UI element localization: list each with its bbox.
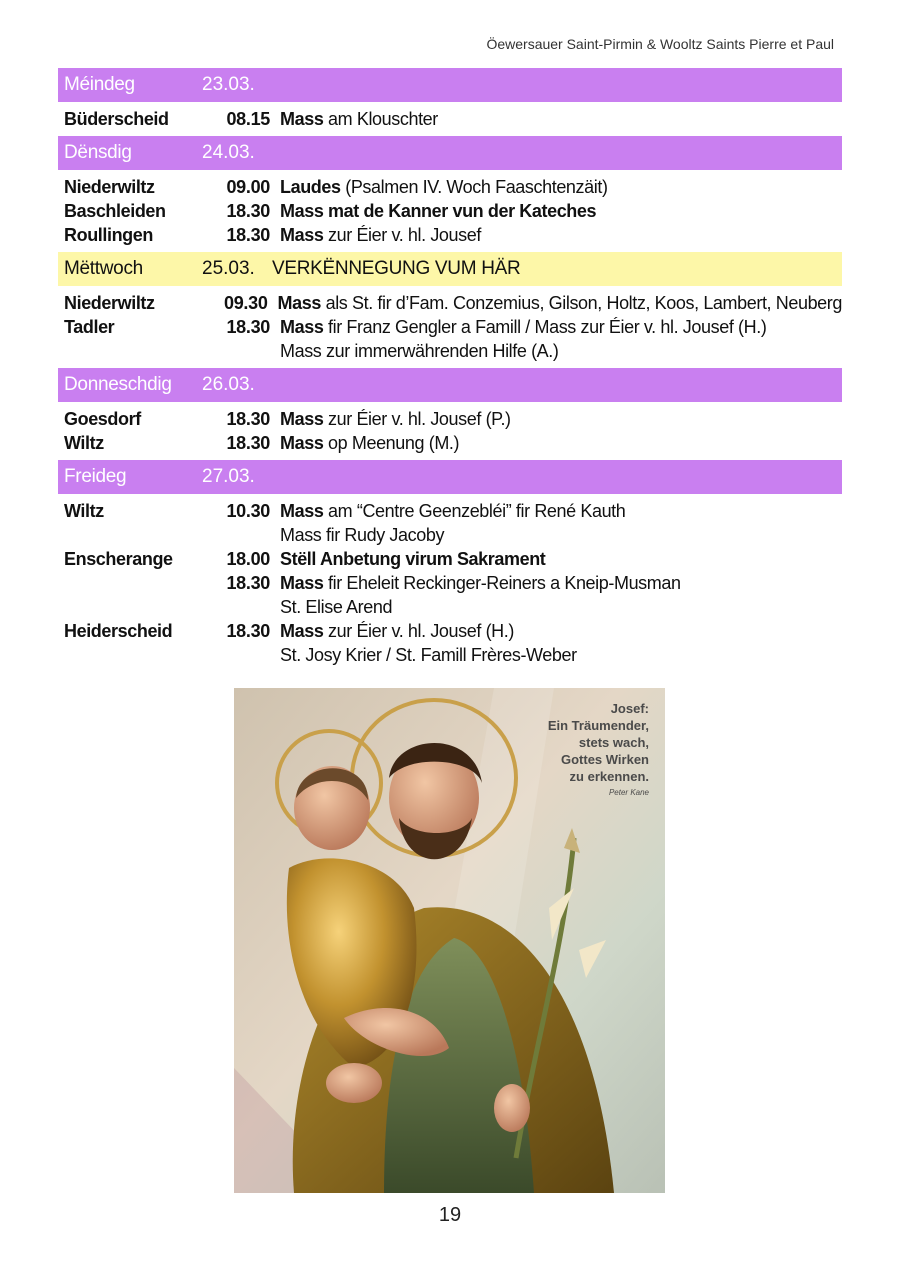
- time: 18.30: [226, 433, 270, 453]
- day-header: [58, 368, 842, 402]
- running-header: Öewersauer Saint-Pirmin & Wooltz Saints Pierre et Paul: [486, 36, 834, 52]
- place: Wiltz: [64, 501, 104, 521]
- description-text: am Klouschter: [323, 109, 438, 129]
- day-date: 27.03.: [202, 466, 255, 487]
- caption-line: stets wach,: [578, 735, 649, 750]
- description: [280, 547, 842, 571]
- description-bold: Mass: [280, 501, 324, 521]
- schedule-row: [58, 199, 842, 223]
- description-text: Mass fir Rudy Jacoby: [280, 525, 445, 545]
- description-bold: Mass: [280, 317, 324, 337]
- description-bold: Stëll Anbetung virum Sakrament: [280, 549, 546, 569]
- time: 08.15: [226, 109, 270, 129]
- description-bold: Mass: [280, 621, 324, 641]
- description-text: St. Josy Krier / St. Famill Frères-Weber: [280, 645, 577, 665]
- description: [280, 523, 842, 547]
- day-entries: [58, 494, 842, 672]
- day-header-feast: [58, 252, 842, 286]
- description: [280, 571, 842, 595]
- day-entries: [58, 402, 842, 460]
- place: Büderscheid: [64, 109, 169, 129]
- caption-author: Peter Kane: [608, 788, 649, 797]
- day-header: [58, 68, 842, 102]
- place: Goesdorf: [64, 409, 141, 429]
- time: 18.30: [226, 225, 270, 245]
- time: 18.00: [226, 549, 270, 569]
- place: Niederwiltz: [64, 293, 155, 313]
- description-bold: Mass: [277, 293, 321, 313]
- description: [280, 595, 842, 619]
- place: Wiltz: [64, 433, 104, 453]
- caption-line: zu erkennen.: [569, 769, 649, 784]
- place: Heiderscheid: [64, 621, 173, 641]
- feast-title: VERKËNNEGUNG VUM HÄR: [272, 258, 521, 279]
- day-entries: [58, 286, 842, 368]
- schedule-row: [58, 523, 842, 547]
- day-entries: [58, 102, 842, 136]
- description-text: zur Éier v. hl. Jousef: [323, 225, 481, 245]
- description: [280, 619, 842, 643]
- schedule-row: [58, 175, 842, 199]
- time: 18.30: [226, 573, 270, 593]
- schedule-row: [58, 595, 842, 619]
- description-bold: Mass mat de Kanner vun der Kateches: [280, 201, 597, 221]
- schedule-row: [58, 431, 842, 455]
- day-name: Mëttwoch: [64, 258, 143, 279]
- description-text: zur Éier v. hl. Jousef (H.): [323, 621, 514, 641]
- description-text: (Psalmen IV. Woch Faaschtenzäit): [340, 177, 608, 197]
- description-text: Mass zur immerwährenden Hilfe (A.): [280, 341, 559, 361]
- description-text: zur Éier v. hl. Jousef (P.): [323, 409, 511, 429]
- description-text: fir Franz Gengler a Famill / Mass zur Éier v. hl. Jousef (H.): [323, 317, 767, 337]
- description: [278, 291, 842, 315]
- day-header: [58, 136, 842, 170]
- description-text: am “Centre Geenzebléi” fir René Kauth: [323, 501, 626, 521]
- caption-line: Josef:: [610, 701, 649, 716]
- schedule-row: [58, 547, 842, 571]
- day-date: 26.03.: [202, 374, 255, 395]
- description-bold: Laudes: [280, 177, 341, 197]
- place: Enscherange: [64, 549, 173, 569]
- schedule-row: [58, 315, 842, 339]
- schedule-row: [58, 107, 842, 131]
- description: [280, 643, 842, 667]
- day-date: 24.03.: [202, 142, 255, 163]
- description: [280, 407, 842, 431]
- description-text: op Meenung (M.): [323, 433, 460, 453]
- description: [280, 107, 842, 131]
- description-bold: Mass: [280, 409, 324, 429]
- schedule-row: [58, 223, 842, 247]
- description: [280, 339, 842, 363]
- description: [280, 175, 842, 199]
- caption-line: Ein Träumender,: [547, 718, 649, 733]
- schedule-row: [58, 407, 842, 431]
- time: 18.30: [226, 201, 270, 221]
- schedule-row: [58, 339, 842, 363]
- time: 09.30: [224, 293, 268, 313]
- time: 18.30: [226, 621, 270, 641]
- description: [280, 315, 842, 339]
- place: Niederwiltz: [64, 177, 155, 197]
- description: [280, 199, 842, 223]
- day-date: 25.03.: [202, 258, 255, 279]
- schedule-row: [58, 643, 842, 667]
- schedule-row: [58, 499, 842, 523]
- description: [280, 223, 842, 247]
- description-bold: Mass: [280, 573, 324, 593]
- day-date: 23.03.: [202, 74, 255, 95]
- description-bold: Mass: [280, 109, 324, 129]
- schedule-row: [58, 619, 842, 643]
- day-name: Dënsdig: [64, 142, 132, 163]
- description-text: St. Elise Arend: [280, 597, 393, 617]
- description: [280, 499, 842, 523]
- description: [280, 431, 842, 455]
- time: 10.30: [226, 501, 270, 521]
- place: Roullingen: [64, 225, 153, 245]
- description-text: als St. fir d’Fam. Conzemius, Gilson, Holtz, Koos, Lambert, Neuberg: [320, 293, 842, 313]
- day-entries: [58, 170, 842, 252]
- description-bold: Mass: [280, 225, 324, 245]
- quote-caption: [548, 700, 649, 801]
- day-name: Donneschdig: [64, 374, 172, 395]
- place: Tadler: [64, 317, 115, 337]
- schedule-row: [58, 571, 842, 595]
- description-text: fir Eheleit Reckinger-Reiners a Kneip-Musman: [323, 573, 681, 593]
- description-bold: Mass: [280, 433, 324, 453]
- time: 09.00: [226, 177, 270, 197]
- mass-schedule: [58, 68, 842, 672]
- day-name: Freideg: [64, 466, 127, 487]
- st-joseph-photo: [234, 688, 665, 1193]
- time: 18.30: [226, 317, 270, 337]
- caption-line: Gottes Wirken: [560, 752, 649, 767]
- day-name: Méindeg: [64, 74, 135, 95]
- schedule-row: [58, 291, 842, 315]
- place: Baschleiden: [64, 201, 166, 221]
- page-number: 19: [438, 1204, 462, 1226]
- day-header: [58, 460, 842, 494]
- time: 18.30: [226, 409, 270, 429]
